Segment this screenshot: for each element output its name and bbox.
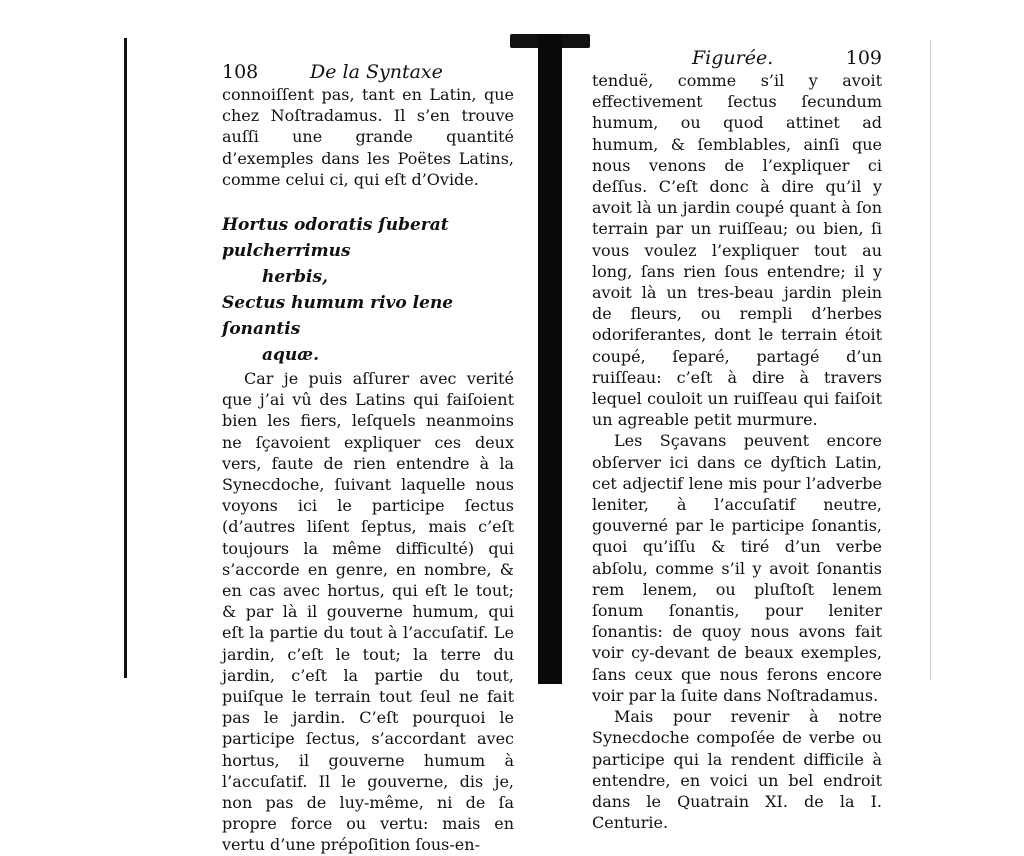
paragraph: connoiſſent pas, tant en Latin, que chez Noſtradamus. Il s’en trouve auſſi une grande quantité d’exemples dans les Poëtes Latins, comme celui ci, qui eſt d’Ovide. [222, 85, 514, 189]
book-gutter [538, 34, 562, 684]
page-number: 109 [845, 47, 882, 69]
paragraph: Mais pour revenir à notre Synecdoche compoſée de verbe ou participe qui la rendent difficile à entendre, en voici un bel endroit dans le Quatrain XI. de la I. Centurie. [592, 707, 882, 833]
left-page [222, 60, 514, 856]
verse-line-continuation: herbis, [262, 267, 328, 288]
running-title: Figurée. [692, 47, 774, 69]
running-head [592, 46, 882, 70]
page-number: 108 [222, 61, 259, 83]
running-title: De la Syntaxe [310, 61, 443, 83]
verse-line: Sectus humum rivo lene ſonantis [222, 293, 454, 340]
left-margin-rule [124, 38, 127, 678]
right-page [592, 46, 882, 833]
paragraph: Car je puis aſſurer avec verité que j’ai vû des Latins qui faiſoient bien les fiers, leſquels neanmoins ne ſçavoient expliquer ces deux vers, faute de rien entendre à la Synecdoche, ſuivant laquelle nous voyons ici le participe ſectus (d’autres liſent ſeptus, mais c’eſt toujours la même difficulté) qui s’accorde en genre, en nombre, & en cas avec hortus, qui eſt le tout; & par là il gouverne humum, qui eſt la partie du tout à l’accuſatif. Le jardin, c’eſt le tout; la terre du jardin, c’eſt la partie du tout, puiſque le terrain tout ſeul ne fait pas le jardin. C’eſt pourquoi le participe ſectus, s’accordant avec hortus, il gouverne humum à l’accuſatif. Il le gouverne, dis je, non pas de luy-même, ni de ſa propre force ou vertu: mais en vertu d’une prépoſition ſous-en- [222, 369, 514, 855]
latin-verse [222, 212, 514, 368]
verse-line: Hortus odoratis ſuberat pulcherrimus [222, 215, 449, 262]
verse-line-continuation: aquæ. [262, 345, 320, 366]
right-page-edge [930, 40, 931, 680]
paragraph: tenduë, comme s’il y avoit effectivement ſectus ſecundum humum, ou quod attinet ad humum, & ſemblables, ainſi que nous venons de l’expliquer ci deſſus. C’eſt donc à dire qu’il y avoit là un jardin coupé quant à ſon terrain par un ruiſſeau; ou bien, ſi vous voulez l’expliquer tout au long, ſans rien ſous entendre; il y avoit là un tres-beau jardin plein de fleurs, ou rempli d’herbes odoriferantes, dont le terrain étoit coupé, ſeparé, partagé d’un ruiſſeau: c’eſt à dire à travers lequel couloit un ruiſſeau qui faiſoit un agreable petit murmure. [592, 71, 882, 430]
running-head [222, 60, 514, 84]
paragraph: Les Sçavans peuvent encore obſerver ici dans ce dyſtich Latin, cet adjectif lene mis pour l’adverbe leniter, à l’accuſatif neutre, gouverné par le participe ſonantis, quoi qu’iſſu & tiré d’un verbe abſolu, comme s’il y avoit ſonantis rem lenem, ou pluſtoſt lenem ſonum ſonantis, pour leniter ſonantis: de quoy nous avons fait voir cy-devant de beaux exemples, ſans ceux que nous ferons encore voir par la ſuite dans Noſtradamus. [592, 431, 882, 705]
